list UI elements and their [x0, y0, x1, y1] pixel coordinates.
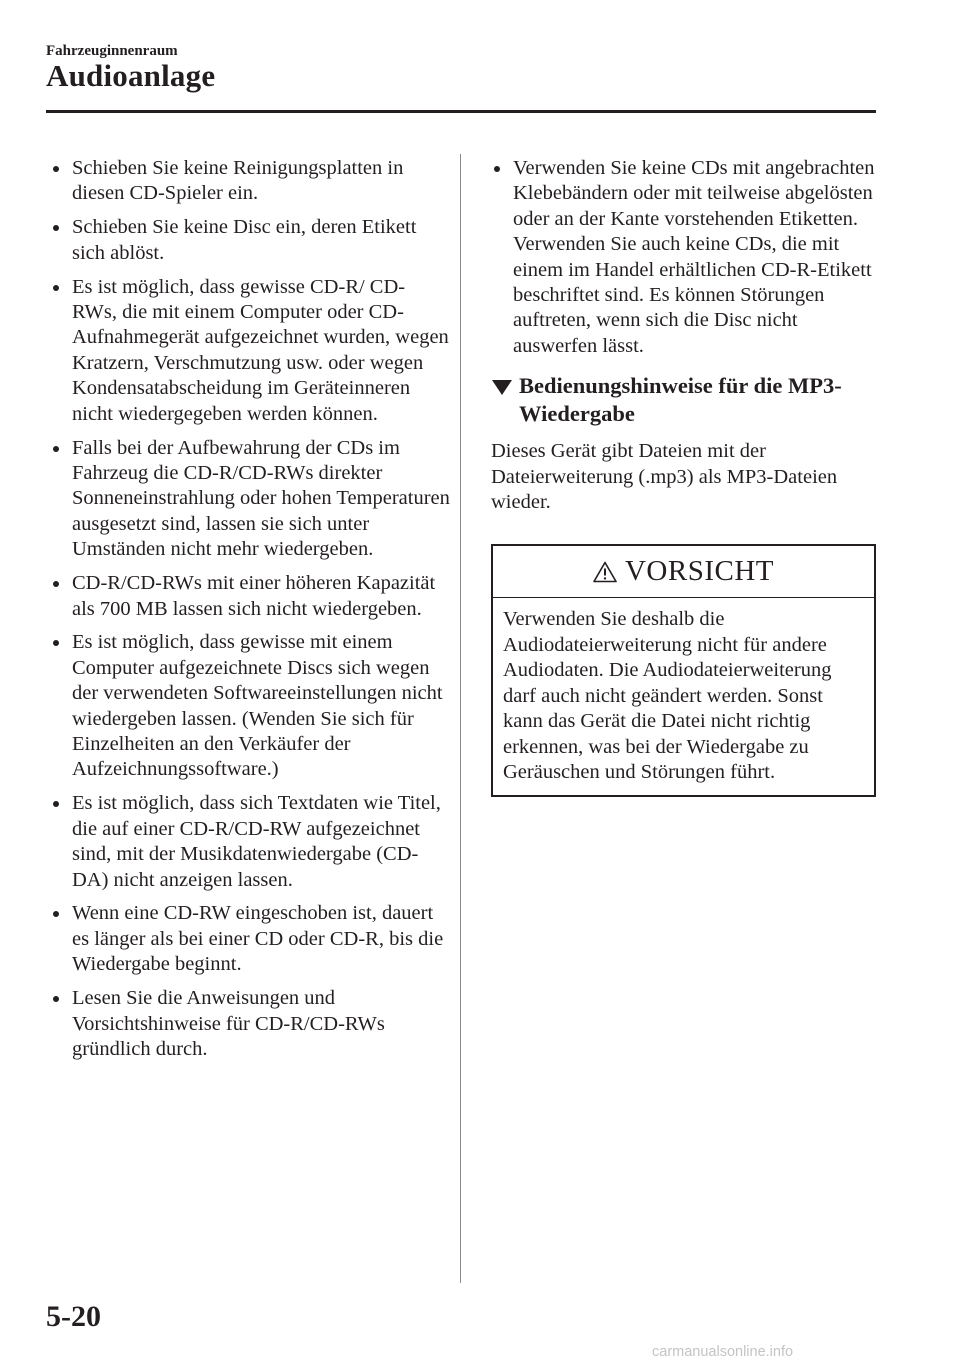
bullet-icon — [53, 640, 59, 646]
list-item: Schieben Sie keine Reinigungsplatten in diesen CD-Spieler ein. — [50, 156, 450, 207]
bullet-icon — [53, 446, 59, 452]
list-item: CD-R/CD-RWs mit einer höheren Kapazität als 700 MB lassen sich nicht wiedergeben. — [50, 571, 450, 622]
bullet-icon — [53, 285, 59, 291]
caution-header — [493, 546, 874, 598]
list-item: Es ist möglich, dass sich Textdaten wie Titel, die auf einer CD-R/CD-RW aufgezeichnet sind, mit der Musikdatenwiedergabe (CD-DA) nicht anzeigen lassen. — [50, 791, 450, 893]
list-item: Falls bei der Aufbewahrung der CDs im Fahrzeug die CD-R/CD-RWs direkter Sonneneinstrahlung oder hohen Temperaturen ausgesetzt sind, lassen sie sich unter Umständen nicht mehr wiedergeben. — [50, 436, 450, 563]
bullet-icon — [53, 911, 59, 917]
list-item: Es ist möglich, dass gewisse mit einem Computer aufgezeichnete Discs sich wegen der verwendeten Softwareeinstellungen nicht wiedergeben lassen. (Wenden Sie sich für Einzelheiten an den Verkäufer der Aufzeichnungssoftware.) — [50, 630, 450, 782]
subheading-text: Bedienungshinweise für die MP3-Wiedergabe — [519, 373, 842, 427]
warning-triangle-icon — [593, 561, 617, 583]
bullet-icon — [53, 996, 59, 1002]
bullet-icon — [53, 225, 59, 231]
header-rule — [46, 110, 876, 113]
list-item: Lesen Sie die Anweisungen und Vorsichtshinweise für CD-R/CD-RWs gründlich durch. — [50, 986, 450, 1062]
bullet-icon — [494, 166, 500, 172]
bullet-list — [491, 156, 876, 359]
bullet-icon — [53, 801, 59, 807]
list-item: Schieben Sie keine Disc ein, deren Etikett sich ablöst. — [50, 215, 450, 266]
watermark: carmanualsonline.info — [652, 1344, 794, 1360]
caution-box — [491, 544, 876, 797]
bullet-icon — [53, 581, 59, 587]
list-item: Verwenden Sie keine CDs mit angebrachten Klebebändern oder mit teilweise abgelösten oder an der Kante vorstehenden Etiketten. Verwenden Sie auch keine CDs, die mit einem im Handel erhältlichen CD-R-Etikett beschriftet sind. Es können Störungen auftreten, wenn sich die Disc nicht auswerfen lässt. — [491, 156, 876, 359]
triangle-down-icon — [492, 380, 512, 395]
caution-text: Verwenden Sie deshalb die Audiodateierweiterung nicht für andere Audiodaten. Die Audiodateierweiterung darf auch nicht geändert werden. Sonst kann das Gerät die Datei nicht richtig erkennen, was bei der Wiedergabe zu Geräuschen und Störungen führt. — [503, 608, 832, 783]
caution-title: VORSICHT — [624, 555, 774, 588]
bullet-list — [50, 156, 450, 1062]
page-number: 5-20 — [46, 1300, 101, 1333]
list-item: Es ist möglich, dass gewisse CD-R/ CD-RWs, die mit einem Computer oder CD-Aufnahmegerät aufgezeichnet wurden, wegen Kratzern, Verschmutzung usw. oder wegen Kondensatabscheidung im Geräteinneren nicht wiedergegeben werden können. — [50, 275, 450, 427]
list-item: Wenn eine CD-RW eingeschoben ist, dauert es länger als bei einer CD oder CD-R, bis die Wiedergabe beginnt. — [50, 901, 450, 977]
section-subheading — [491, 372, 876, 428]
column-divider — [460, 154, 461, 1283]
left-column — [50, 156, 450, 1071]
section-label: Fahrzeuginnenraum — [46, 43, 178, 59]
body-paragraph: Dieses Gerät gibt Dateien mit der Dateierweiterung (.mp3) als MP3-Dateien wieder. — [491, 440, 838, 514]
bullet-icon — [53, 166, 59, 172]
right-column — [491, 156, 876, 797]
page-title: Audioanlage — [46, 58, 216, 93]
